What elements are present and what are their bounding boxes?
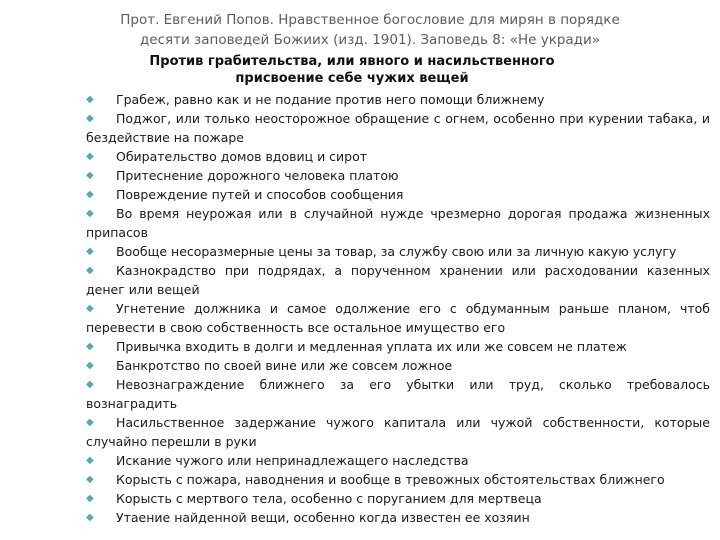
list-item-text: Вообще несоразмерные цены за товар, за службу свою или за личную какую услугу	[116, 244, 677, 259]
list-item	[86, 413, 710, 451]
list-item	[86, 337, 710, 356]
diamond-bullet-icon: ◆	[86, 113, 94, 124]
list-item	[86, 185, 710, 204]
list-item	[86, 451, 710, 470]
list-item-text: Казнокрадство при подрядах, а порученном хранении или расходовании казенных денег или вещей	[86, 263, 710, 297]
diamond-bullet-icon: ◆	[86, 94, 94, 105]
list-item	[86, 166, 710, 185]
list-item	[86, 261, 710, 299]
list-item-text: Привычка входить в долги и медленная уплата их или же совсем не платеж	[116, 339, 627, 354]
list-item	[86, 204, 710, 242]
list-item-text: Утаение найденной вещи, особенно когда известен ее хозяин	[116, 510, 530, 525]
list-item-text: Корысть с мертвого тела, особенно с поруганием для мертвеца	[116, 491, 542, 506]
list-item-text: Грабеж, равно как и не подание против него помощи ближнему	[116, 92, 545, 107]
diamond-bullet-icon: ◆	[86, 474, 94, 485]
diamond-bullet-icon: ◆	[86, 455, 94, 466]
sin-list	[86, 90, 710, 527]
list-item	[86, 109, 710, 147]
diamond-bullet-icon: ◆	[86, 360, 94, 371]
left-margin	[0, 0, 80, 540]
diamond-bullet-icon: ◆	[86, 151, 94, 162]
list-item-text: Банкротство по своей вине или же совсем ложное	[116, 358, 453, 373]
list-item	[86, 375, 710, 413]
diamond-bullet-icon: ◆	[86, 246, 94, 257]
diamond-bullet-icon: ◆	[86, 341, 94, 352]
list-item-text: Повреждение путей и способов сообщения	[116, 187, 404, 202]
diamond-bullet-icon: ◆	[86, 379, 94, 390]
list-item-text: Невознаграждение ближнего за его убытки или труд, сколько требовалось вознаградить	[86, 377, 710, 411]
diamond-bullet-icon: ◆	[86, 189, 94, 200]
list-item-text: Искание чужого или непринадлежащего наследства	[116, 453, 469, 468]
list-item-text: Угнетение должника и самое одолжение его с обдуманным раньше планом, чтоб перевести в свою собственность все остальное имущество его	[86, 301, 710, 335]
list-item-text: Корысть с пожара, наводнения и вообще в тревожных обстоятельствах ближнего	[116, 472, 665, 487]
list-item	[86, 470, 710, 489]
slide-header: Прот. Евгений Попов. Нравственное богословие для мирян в порядке десяти заповедей Божиих (изд. 1901). Заповедь 8: «Не укради»	[120, 12, 620, 48]
list-item-text: Притеснение дорожного человека платою	[116, 168, 399, 183]
list-item	[86, 356, 710, 375]
diamond-bullet-icon: ◆	[86, 303, 94, 314]
list-item	[86, 489, 710, 508]
diamond-bullet-icon: ◆	[86, 493, 94, 504]
diamond-bullet-icon: ◆	[86, 265, 94, 276]
diamond-bullet-icon: ◆	[86, 512, 94, 523]
list-item-text: Обирательство домов вдовиц и сирот	[116, 149, 368, 164]
list-item	[86, 90, 710, 109]
list-item-text: Насильственное задержание чужого капитала или чужой собственности, которые случайно перешли в руки	[86, 415, 710, 449]
list-item-text: Во время неурожая или в случайной нужде чрезмерно дорогая продажа жизненных припасов	[86, 206, 710, 240]
list-item	[86, 147, 710, 166]
list-item	[86, 508, 710, 527]
list-item-text: Поджог, или только неосторожное обращение с огнем, особенно при курении табака, и бездействие на пожаре	[86, 111, 710, 145]
diamond-bullet-icon: ◆	[86, 208, 94, 219]
diamond-bullet-icon: ◆	[86, 417, 94, 428]
section-heading: Против грабительства, или явного и насильственного присвоение себе чужих вещей	[149, 54, 555, 86]
list-item	[86, 242, 710, 261]
list-item	[86, 299, 710, 337]
diamond-bullet-icon: ◆	[86, 170, 94, 181]
